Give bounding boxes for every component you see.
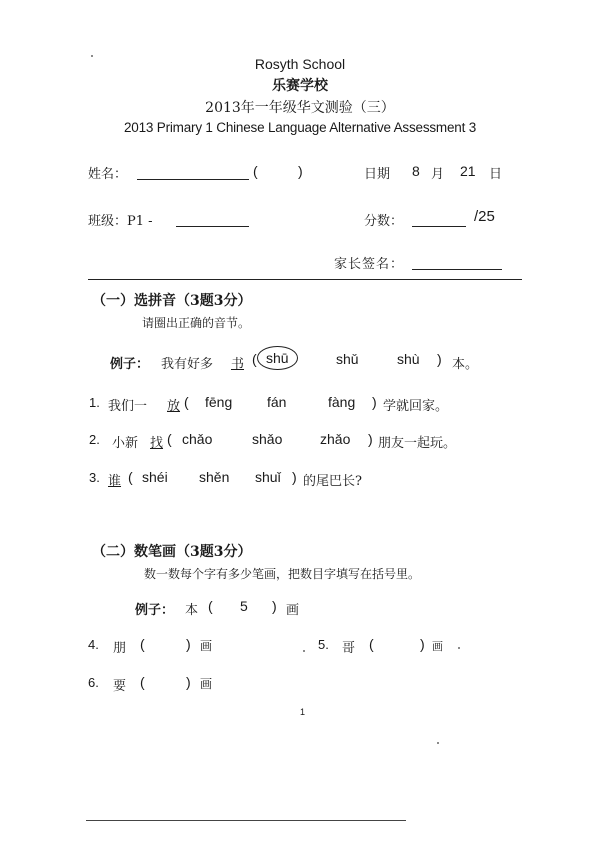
parent-signature-blank[interactable] bbox=[412, 268, 502, 270]
q4-paren-open: ( bbox=[140, 636, 145, 652]
class-blank[interactable] bbox=[176, 225, 249, 227]
example-option-2: shǔ bbox=[336, 351, 359, 367]
parent-signature-label: 家长签名： bbox=[334, 257, 405, 272]
q1-option-1[interactable]: fēng bbox=[205, 394, 233, 410]
q3-option-2[interactable]: shěn bbox=[199, 469, 230, 485]
q6-unit: 画 bbox=[200, 677, 213, 691]
scan-speck bbox=[458, 647, 460, 649]
q3-option-3[interactable]: shuǐ bbox=[255, 469, 281, 485]
q1-target-char: 放 bbox=[167, 399, 181, 414]
scan-speck bbox=[437, 742, 439, 744]
date-month: 8 bbox=[412, 163, 420, 179]
date-day: 21 bbox=[460, 163, 476, 179]
q3-paren-close: ) bbox=[292, 469, 297, 485]
example-sentence-post: 本。 bbox=[452, 357, 479, 372]
name-index-open: ( bbox=[253, 163, 258, 179]
q6-number: 6. bbox=[88, 675, 99, 690]
q1-paren-close: ) bbox=[372, 394, 377, 410]
assessment-title-cn: 2013年一年级华文测验（三） bbox=[205, 100, 395, 116]
section2-heading: （二）数笔画（3题3分） bbox=[92, 544, 252, 560]
example-label: 例子： bbox=[110, 357, 150, 372]
q2-sentence-pre: 小新 bbox=[112, 436, 139, 451]
month-char: 月 bbox=[431, 167, 445, 182]
scan-speck bbox=[303, 650, 305, 652]
header-divider bbox=[88, 279, 522, 280]
q3-paren-open: ( bbox=[128, 469, 133, 485]
q6-paren-open: ( bbox=[140, 674, 145, 690]
q5-char: 哥 bbox=[342, 641, 356, 656]
q5-number: 5. bbox=[318, 637, 329, 652]
section2-example-char: 本 bbox=[185, 603, 199, 618]
school-name-en: Rosyth School bbox=[254, 56, 346, 72]
q3-target-char: 谁 bbox=[108, 474, 122, 489]
name-index-close: ) bbox=[298, 163, 303, 179]
q5-paren-open: ( bbox=[369, 636, 374, 652]
q1-paren-open: ( bbox=[184, 394, 189, 410]
q6-char: 要 bbox=[113, 679, 127, 694]
q3-number: 3. bbox=[89, 470, 100, 485]
q2-number: 2. bbox=[89, 432, 100, 447]
q5-answer-field[interactable] bbox=[377, 650, 415, 652]
example-paren-open: ( bbox=[252, 351, 257, 367]
score-total: /25 bbox=[474, 208, 495, 225]
q4-answer-field[interactable] bbox=[148, 650, 182, 652]
section1-heading: （一）选拼音（3题3分） bbox=[92, 293, 252, 309]
q2-target-char: 找 bbox=[150, 436, 164, 451]
q4-paren-close: ) bbox=[186, 636, 191, 652]
q4-char: 朋 bbox=[113, 641, 127, 656]
school-name-cn: 乐赛学校 bbox=[272, 78, 328, 94]
q1-sentence-pre: 我们一 bbox=[108, 399, 148, 414]
q2-option-3[interactable]: zhǎo bbox=[320, 431, 351, 447]
q3-sentence-post: 的尾巴长? bbox=[303, 474, 362, 489]
example-target-char: 书 bbox=[231, 357, 245, 372]
q2-option-2[interactable]: shǎo bbox=[252, 431, 283, 447]
example-option-circled: shū bbox=[257, 346, 298, 370]
section2-example-paren-close: ) bbox=[272, 598, 277, 614]
assessment-title-en: 2013 Primary 1 Chinese Language Alternative Assessment 3 bbox=[123, 120, 476, 135]
date-label: 日期 bbox=[364, 167, 391, 182]
name-blank[interactable] bbox=[137, 178, 249, 180]
q2-paren-open: ( bbox=[167, 431, 172, 447]
section1-instruction: 请圈出正确的音节。 bbox=[142, 316, 251, 330]
section2-example-paren-open: ( bbox=[208, 598, 213, 614]
section2-example-label: 例子： bbox=[135, 603, 175, 618]
q1-number: 1. bbox=[89, 395, 100, 410]
q4-number: 4. bbox=[88, 637, 99, 652]
page-number: 1 bbox=[300, 707, 306, 717]
example-paren-close: ) bbox=[437, 351, 442, 367]
section2-example-value: 5 bbox=[240, 598, 248, 614]
section2-instruction: 数一数每个字有多少笔画，把数目字填写在括号里。 bbox=[144, 567, 421, 581]
example-sentence-pre: 我有好多 bbox=[161, 357, 214, 372]
section2-example-unit: 画 bbox=[286, 603, 300, 618]
score-label: 分数： bbox=[364, 214, 404, 229]
q5-unit: 画 bbox=[432, 640, 443, 653]
name-label: 姓名： bbox=[88, 167, 128, 182]
class-label: 班级：P1 - bbox=[88, 214, 153, 229]
q5-paren-close: ) bbox=[420, 636, 425, 652]
scan-speck bbox=[91, 55, 93, 57]
q1-option-3[interactable]: fàng bbox=[328, 394, 356, 410]
q1-option-2[interactable]: fán bbox=[267, 394, 287, 410]
bottom-scan-line bbox=[86, 820, 406, 821]
q2-paren-close: ) bbox=[368, 431, 373, 447]
q2-option-1[interactable]: chǎo bbox=[182, 431, 213, 447]
example-option-3: shù bbox=[397, 351, 420, 367]
q6-paren-close: ) bbox=[186, 674, 191, 690]
q1-sentence-post: 学就回家。 bbox=[383, 399, 449, 414]
q6-answer-field[interactable] bbox=[148, 688, 182, 690]
score-blank[interactable] bbox=[412, 225, 466, 227]
q3-option-1[interactable]: shéi bbox=[142, 469, 168, 485]
q2-sentence-post: 朋友一起玩。 bbox=[378, 436, 457, 451]
q4-unit: 画 bbox=[200, 639, 213, 653]
day-char: 日 bbox=[489, 167, 503, 182]
